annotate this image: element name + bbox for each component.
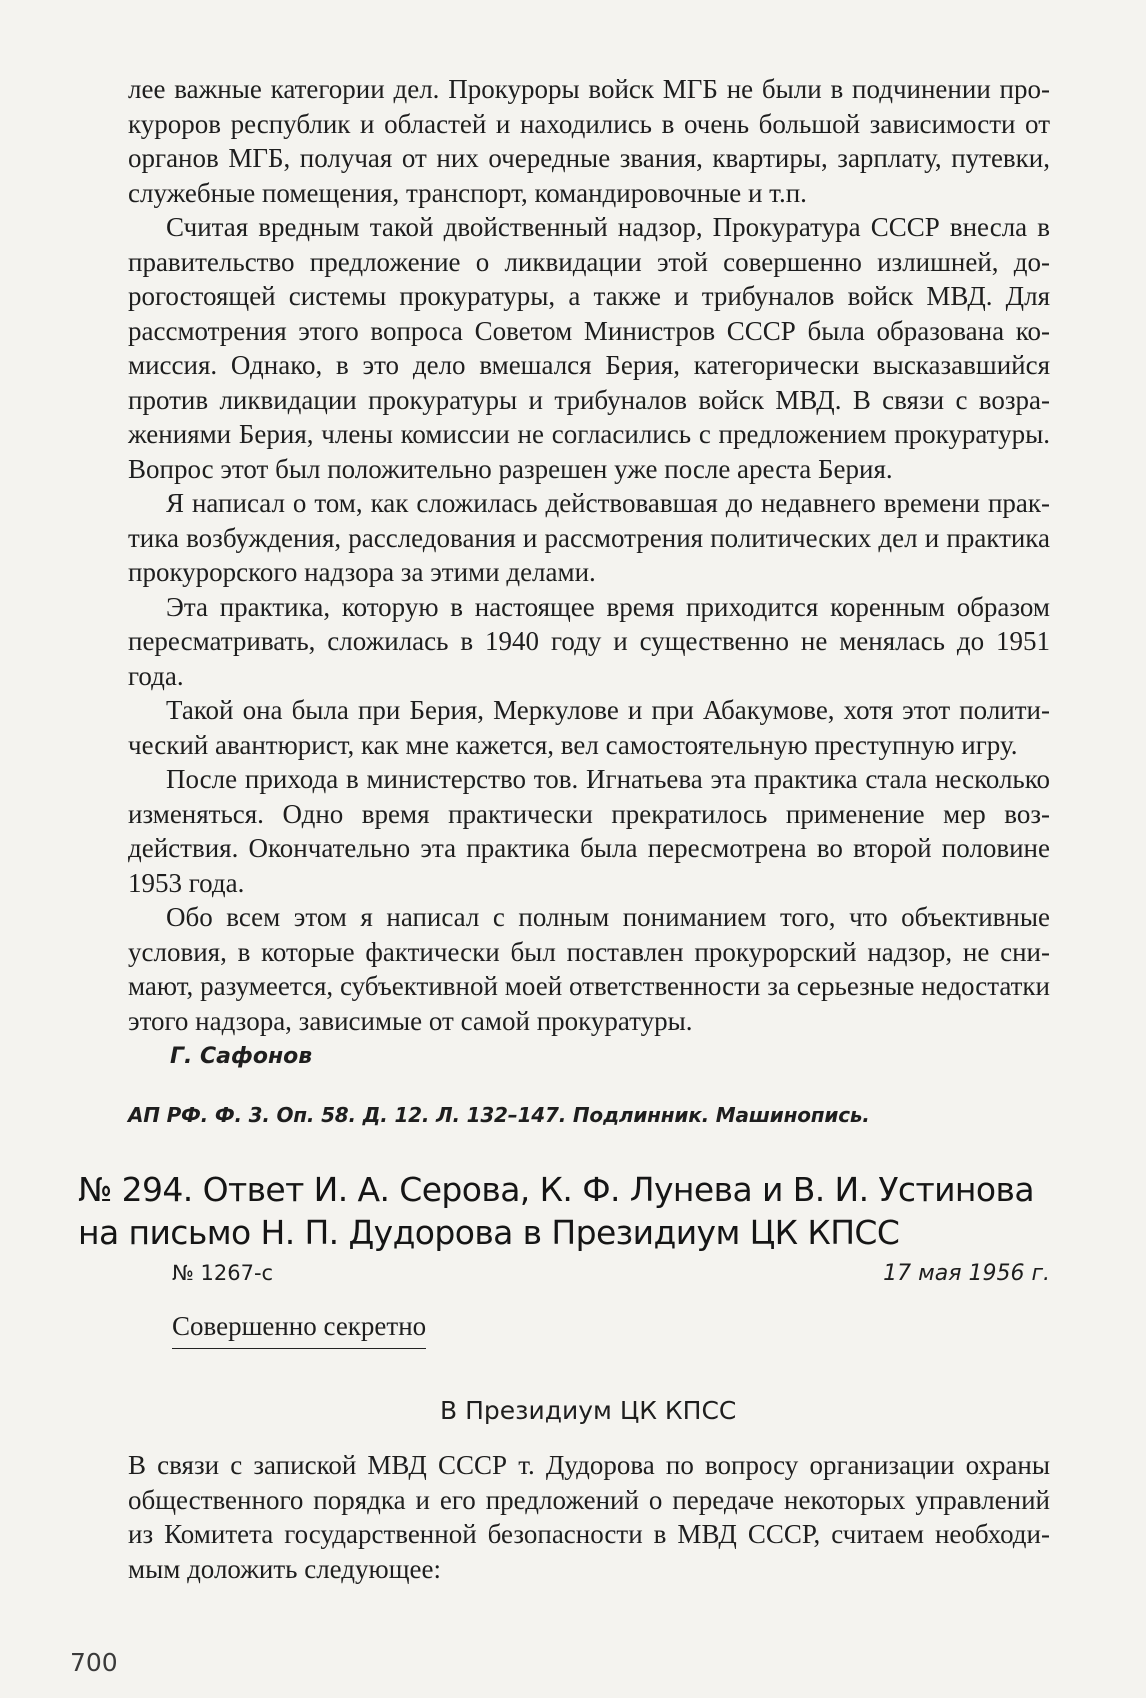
document-heading: № 294. Ответ И. А. Серова, К. Ф. Лунева и В. И. Устинова на письмо Н. П. Дудорова в Президиум ЦК КПСС [78,1170,1034,1252]
paragraph: Такой она была при Берия, Меркулове и при Абакумове, хотя этот политический авантюрист, как мне кажется, вел самостоятельную преступную игру. [128,695,1050,760]
previous-document-text [128,72,1050,1129]
document-date: 17 мая 1956 г. [883,1261,1050,1286]
paragraph: В связи с запиской МВД СССР т. Дудорова по вопросу организации охраны общественного порядка и его предложений о передаче некоторых управлений из Комитета государственной безопасности в МВД СССР, считаем необходимым доложить следующее: [128,1450,1050,1584]
page-number: 700 [70,1648,118,1677]
paragraph: Эта практика, которую в настоящее время приходится коренным образом пересматривать, сложилась в 1940 году и существенно не менялась до 1951 года. [128,591,1050,691]
secrecy-stamp: Совершенно секретно [172,1310,426,1349]
letter-body [128,1448,1050,1586]
signature: Г. Сафонов [170,1044,313,1069]
paragraph: лее важные категории дел. Прокуроры войск МГБ не были в подчинении прокуроров республик и областей и находились в очень большой зависимости от органов МГБ, получая от них очередные звания, квартиры, зарплату, путевки, служебные помещения, транспорт, командировочные и т.п. [128,74,1050,208]
paragraph: Считая вредным такой двойственный надзор, Прокуратура СССР внесла в правительство предложение о ликвидации этой совершенно излишней, дорогостоящей системы прокуратуры, а также и трибуналов войск МВД. Для рассмотрения этого вопроса Советом Министров СССР была образована комиссия. Однако, в это дело вмешался Берия, категорически высказавшийся против ликвидации прокуратуры и трибуналов войск МВД. В связи с возражениями Берия, члены комиссии не согласились с предложением прокуратуры. Вопрос этот был положительно разрешен уже после ареста Берия. [128,212,1050,484]
archive-source-note: АП РФ. Ф. 3. Оп. 58. Д. 12. Л. 132–147. Подлинник. Машинопись. [128,1103,870,1127]
addressee: В Президиум ЦК КПСС [440,1396,737,1425]
document-number: № 1267-с [172,1261,274,1285]
document-meta-row [172,1261,1050,1293]
paragraph: Я написал о том, как сложилась действовавшая до недавнего времени практика возбуждения, расследования и рассмотрения политических дел и практика прокурорского надзора за этими делами. [128,488,1050,587]
paragraph: После прихода в министерство тов. Игнатьева эта практика стала несколько изменяться. Одно время практически прекратилось применение мер воздействия. Окончательно эта практика была пересмотрена во второй половине 1953 года. [128,764,1050,898]
paragraph: Обо всем этом я написал с полным пониманием того, что объективные условия, в которые фактически был поставлен прокурорский надзор, не снимают, разумеется, субъективной моей ответственности за серьезные недостатки этого надзора, зависимые от самой прокуратуры. [128,902,1050,1036]
